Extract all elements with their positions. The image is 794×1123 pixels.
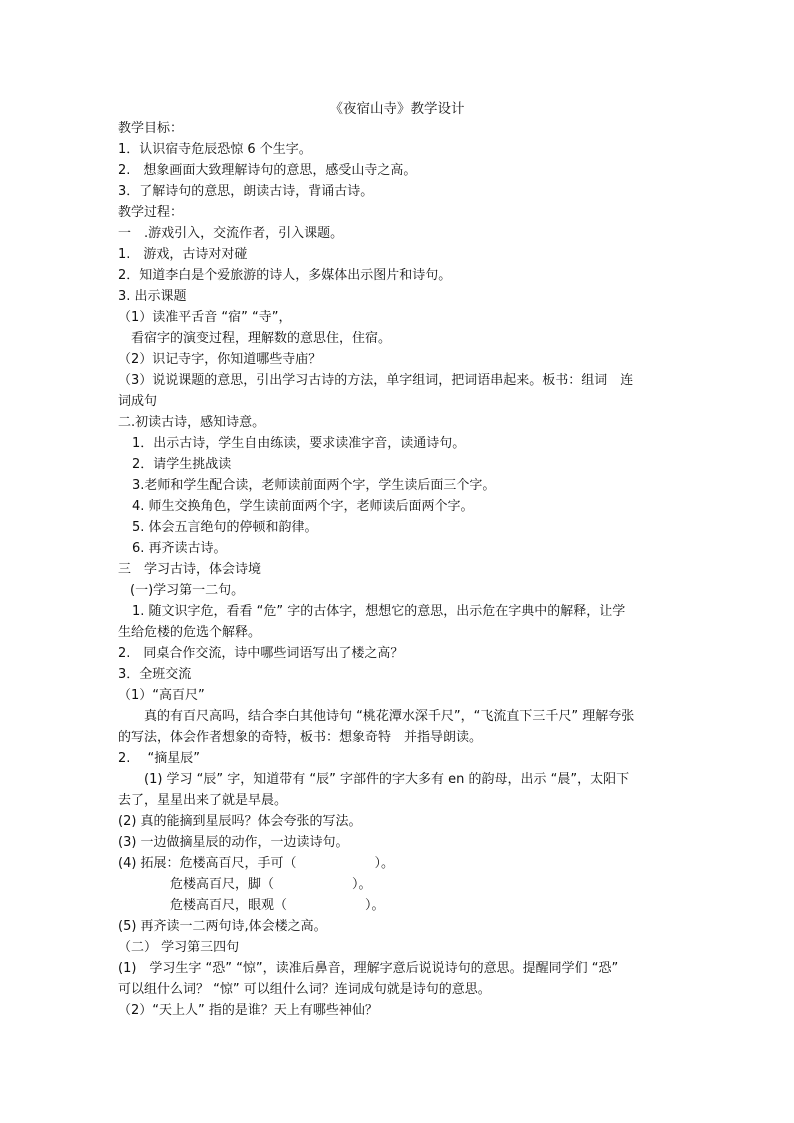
- part3-item: 2. “摘星辰”: [118, 751, 201, 766]
- objective-item: 1．认识宿寺危辰恐惊 6 个生字。: [118, 142, 312, 157]
- part3-item: 1. 随文识字危，看看 “危” 字的古体字，想想它的意思，出示危在字典中的解释，让学: [132, 604, 626, 619]
- part3-sub1-heading: (一)学习第一二句。: [130, 583, 245, 598]
- part3-heading: 三 学习古诗，体会诗境: [118, 562, 262, 577]
- part2-item: 1．出示古诗，学生自由练读，要求读准字音，读通诗句。: [132, 436, 466, 451]
- part3-item: 3．全班交流: [118, 667, 192, 682]
- part3-item: (2) 真的能摘到星辰吗？体会夸张的写法。: [118, 814, 362, 829]
- part1-item: 1. 游戏，古诗对对碰: [118, 247, 248, 262]
- part1-item: 3. 出示课题: [118, 289, 187, 304]
- part3-item: 可以组什么词？ “惊” 可以组什么词？连词成句就是诗句的意思。: [118, 982, 491, 997]
- objective-item: 3．了解诗句的意思，朗读古诗，背诵古诗。: [118, 184, 374, 199]
- page-title: 《夜宿山寺》教学设计: [329, 101, 465, 117]
- part3-item: (1) 学习 “辰” 字，知道带有 “辰” 字部件的字大多有 en 的韵母，出示 “晨”，太阳下: [118, 772, 630, 787]
- objective-item: 2. 想象画面大致理解诗句的意思，感受山寺之高。: [118, 163, 417, 178]
- part3-item: (5) 再齐读一二两句诗,体会楼之高。: [118, 919, 327, 934]
- part3-item: （1）“高百尺”: [118, 688, 205, 703]
- part2-item: 6. 再齐读古诗。: [132, 541, 227, 556]
- part2-heading: 二.初读古诗，感知诗意。: [118, 415, 266, 430]
- part3-item: 危楼高百尺，眼观（ ）。: [118, 898, 385, 913]
- part2-item: 3.老师和学生配合读，老师读前面两个字，学生读后面三个字。: [132, 478, 496, 493]
- part2-item: 4. 师生交换角色，学生读前面两个字，老师读后面两个字。: [132, 499, 474, 514]
- part3-sub2-heading: （二） 学习第三四句: [118, 940, 240, 955]
- part3-item: 的写法，体会作者想象的奇特，板书：想象奇特 并指导朗读。: [118, 730, 483, 745]
- objectives-heading: 教学目标：: [118, 121, 184, 136]
- part3-item: (4) 拓展：危楼高百尺，手可（ ）。: [118, 856, 395, 871]
- part1-item: 2．知道李白是个爱旅游的诗人，多媒体出示图片和诗句。: [118, 268, 452, 283]
- part1-item: （1）读准平舌音 “宿” “寺”，: [118, 310, 292, 325]
- part3-item: （2）“天上人” 指的是谁？天上有哪些神仙？: [118, 1003, 378, 1018]
- part2-item: 5. 体会五言绝句的停顿和韵律。: [132, 520, 318, 535]
- part1-item: （2）识记寺字，你知道哪些寺庙？: [118, 352, 322, 367]
- part3-item: (1) 学习生字 “恐” “惊”，读准后鼻音，理解字意后说说诗句的意思。提醒同学们 “恐”: [118, 961, 619, 976]
- part3-item: 真的有百尺高吗，结合李白其他诗句 “桃花潭水深千尺”，“飞流直下三千尺” 理解夸张: [118, 709, 635, 724]
- part1-heading: 一 .游戏引入，交流作者，引入课题。: [118, 226, 344, 241]
- part3-item: 2. 同桌合作交流，诗中哪些词语写出了楼之高？: [118, 646, 404, 661]
- part3-item: 去了，星星出来了就是早晨。: [118, 793, 288, 808]
- part3-item: 生给危楼的危选个解释。: [118, 625, 262, 640]
- part1-item: 词成句: [118, 394, 158, 409]
- part1-item: 看宿字的演变过程，理解数的意思住，住宿。: [118, 331, 392, 346]
- part2-item: 2．请学生挑战读: [132, 457, 232, 472]
- part3-item: 危楼高百尺，脚（ ）。: [118, 877, 372, 892]
- process-heading: 教学过程：: [118, 205, 184, 220]
- part1-item: （3）说说课题的意思，引出学习古诗的方法，单字组词，把词语串起来。板书：组词 连: [118, 373, 634, 388]
- part3-item: (3) 一边做摘星辰的动作，一边读诗句。: [118, 835, 349, 850]
